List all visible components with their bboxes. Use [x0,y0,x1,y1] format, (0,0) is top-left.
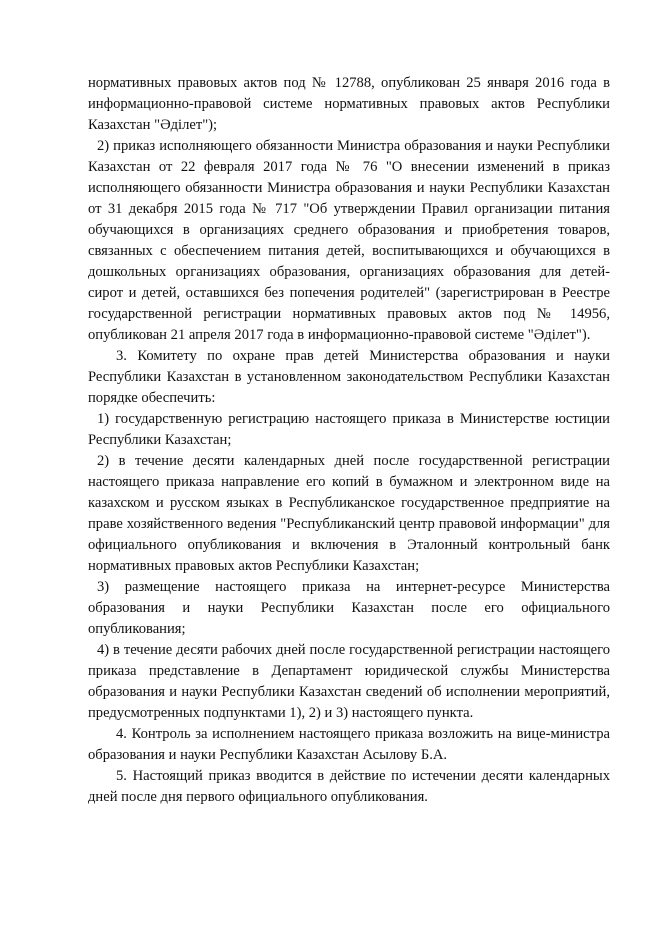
paragraph-item-3-sub-3: 3) размещение настоящего приказа на интернет-ресурсе Министерства образования и науки Республики Казахстан после его официального опубликования; [88,579,610,637]
paragraph-item-4: 4. Контроль за исполнением настоящего приказа возложить на вице-министра образования и науки Республики Казахстан Асылову Б.А. [88,726,610,763]
paragraph-item-3-sub-2: 2) в течение десяти календарных дней после государственной регистрации настоящего приказа направление его копий в бумажном и электронном виде на казахском и русском языках в Республиканское государственное предприятие на праве хозяйственного ведения "Республиканский центр правовой информации" для официального опубликования и включения в Эталонный контрольный банк нормативных правовых актов Республики Казахстан; [88,453,610,574]
paragraph-item-3: 3. Комитету по охране прав детей Министерства образования и науки Республики Казахстан в установленном законодательством Республики Казахстан порядке обеспечить: [88,348,610,406]
paragraph-continuation: нормативных правовых актов под № 12788, опубликован 25 января 2016 года в информационно-правовой системе нормативных правовых актов Республики Казахстан "Әділет"); [88,75,610,133]
paragraph-item-3-sub-4: 4) в течение десяти рабочих дней после государственной регистрации настоящего приказа представление в Департамент юридической службы Министерства образования и науки Республики Казахстан сведений об исполнении мероприятий, предусмотренных подпунктами 1), 2) и 3) настоящего пункта. [88,642,610,721]
paragraph-item-3-sub-1: 1) государственную регистрацию настоящего приказа в Министерстве юстиции Республики Казахстан; [88,411,610,448]
paragraph-subitem-2: 2) приказ исполняющего обязанности Министра образования и науки Республики Казахстан от 22 февраля 2017 года № 76 "О внесении изменений в приказ исполняющего обязанности Министра образования и науки Республики Казахстан от 31 декабря 2015 года № 717 "Об утверждении Правил организации питания обучающихся в организациях среднего образования и приобретения товаров, связанных с обеспечением питания детей, воспитывающихся и обучающихся в дошкольных организациях образования, организациях образования для детей-сирот и детей, оставшихся без попечения родителей" (зарегистрирован в Реестре государственной регистрации нормативных правовых актов под № 14956, опубликован 21 апреля 2017 года в информационно-правовой системе "Әділет"). [88,138,610,343]
document-body [88,73,610,808]
paragraph-item-5: 5. Настоящий приказ вводится в действие по истечении десяти календарных дней после дня первого официального опубликования. [88,768,610,805]
